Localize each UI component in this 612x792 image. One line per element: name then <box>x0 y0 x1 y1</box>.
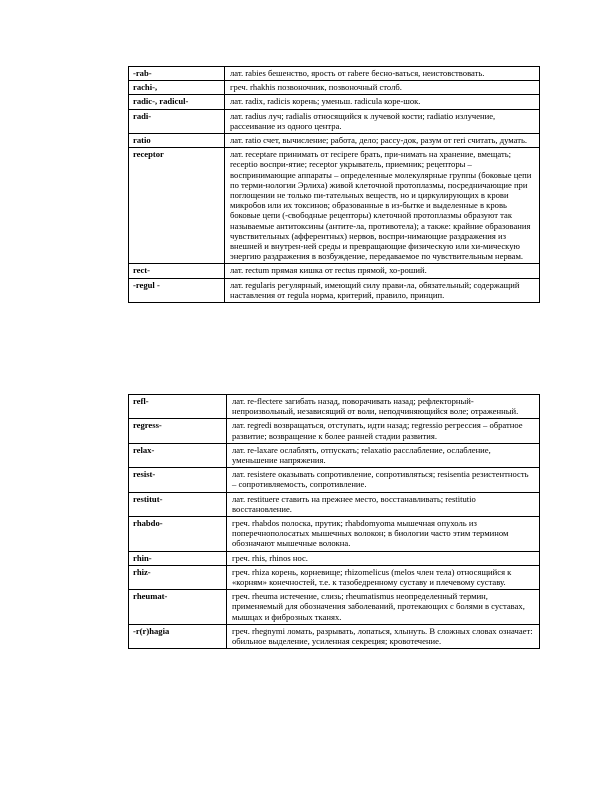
table-row <box>129 395 540 419</box>
table-row <box>129 264 540 278</box>
table-row <box>129 492 540 516</box>
term-cell: radi- <box>129 109 225 133</box>
table-row <box>129 551 540 565</box>
table-row <box>129 419 540 443</box>
definition-cell: греч. rheuma истечение, слизь; rheumatismus неопределенный термин, применяемый для обозначения заболеваний, протекающих с болями в суставах, мышцах и фиброзных тканях. <box>227 590 540 625</box>
term-cell: rect- <box>129 264 225 278</box>
table-row <box>129 81 540 95</box>
definition-cell: лат. re-laxare ослаблять, отпускать; relaxatio расслабление, ослабление, уменьшение напряжения. <box>227 443 540 467</box>
definition-cell: лат. rectum прямая кишка от rectus прямой, хо-роший. <box>225 264 540 278</box>
term-cell: rhabdo- <box>129 517 227 552</box>
term-cell: relax- <box>129 443 227 467</box>
definition-cell: греч. rhabdos полоска, прутик; rhabdomyoma мышечная опухоль из поперечнополосатых мышечных волокон; в биологии часто этим термином обозначают мышечные волокна. <box>227 517 540 552</box>
definition-cell: лат. ratio счет, вычисление; работа, дело; рассу-док, разум от reri считать, думать. <box>225 134 540 148</box>
glossary-table-1 <box>128 66 540 303</box>
definition-cell: греч. rhakhis позвоночник, позвоночный столб. <box>225 81 540 95</box>
term-cell: radic-, radicul- <box>129 95 225 109</box>
table-row <box>129 148 540 264</box>
definition-cell: лат. receptare принимать от recipere брать, при-нимать на хранение, вмещать; receptio воспри-ятие; receptor укрыватель, приемник; рецепторы – воспринимающие аппараты – определенные молекулярные группы (боковые цепи по терми-нологии Эрлиха) живой клеточной протоплазмы, посредничающие при поглощении не только пи-тательных веществ, но и циркулирующих в крови микробов или их токсинов; образованные в из-бытке и выделенные в кровь боковые цепи (-свободные рецепторы) клеточной протоплазмы образуют так называемые антитоксины (антите-ла, противотела); а также: крайние образования чувствительных (афферентных) нервов, воспри-нимающие раздражения из внешней и внутрен-ней среды и превращающие физическую или хи-мическую энергию раздражения в возбуждение, передаваемое по чувствительным нервам. <box>225 148 540 264</box>
table-row <box>129 109 540 133</box>
definition-cell: греч. rhiza корень, корневище; rhizomelicus (melos член тела) относящийся к «корням» конечностей, т.е. к тазобедренному суставу и плечевому суставу. <box>227 565 540 589</box>
table-row <box>129 443 540 467</box>
table-row <box>129 517 540 552</box>
definition-cell: лат. radius луч; radialis относящийся к лучевой кости; radiatio излучение, рассеивание из одного центра. <box>225 109 540 133</box>
definition-cell: лат. restituere ставить на прежнее место, восстанавливать; restitutio восстановление. <box>227 492 540 516</box>
table-row <box>129 590 540 625</box>
term-cell: ratio <box>129 134 225 148</box>
table-row <box>129 278 540 302</box>
definition-cell: лат. rabies бешенство, ярость от rabere беснo-ваться, неистовствовать. <box>225 67 540 81</box>
term-cell: refl- <box>129 395 227 419</box>
term-cell: rhin- <box>129 551 227 565</box>
definition-cell: лат. resistere оказывать сопротивление, сопротивляться; resisentia резистентность – сопротивляемость, сопротивление. <box>227 468 540 492</box>
term-cell: restitut- <box>129 492 227 516</box>
definition-cell: лат. regularis регулярный, имеющий силу прави-ла, обязательный; содержащий наставления от regula норма, критерий, правило, принцип. <box>225 278 540 302</box>
glossary-table-2 <box>128 394 540 649</box>
term-cell: rhiz- <box>129 565 227 589</box>
term-cell: -regul - <box>129 278 225 302</box>
table-row <box>129 468 540 492</box>
table-row <box>129 134 540 148</box>
table-row <box>129 624 540 648</box>
definition-cell: лат. regredi возвращаться, отступать, идти назад; regressio регрессия – обратное развитие; возвращение к более ранней стадии развития. <box>227 419 540 443</box>
definition-cell: греч. rhis, rhinos нос. <box>227 551 540 565</box>
term-cell: receptor <box>129 148 225 264</box>
definition-cell: лат. re-flectere загибать назад, поворачивать назад; рефлекторный- непроизвольный, независящий от воли, неподчиняющийся воле; отраженный. <box>227 395 540 419</box>
definition-cell: лат. radix, radicis корень; уменьш. radicula коре-шок. <box>225 95 540 109</box>
term-cell: -r(r)hagia <box>129 624 227 648</box>
term-cell: resist- <box>129 468 227 492</box>
table-row <box>129 565 540 589</box>
term-cell: rachi-, <box>129 81 225 95</box>
term-cell: regress- <box>129 419 227 443</box>
term-cell: rheumat- <box>129 590 227 625</box>
term-cell: -rab- <box>129 67 225 81</box>
table-row <box>129 67 540 81</box>
table-row <box>129 95 540 109</box>
definition-cell: греч. rhegnymi ломать, разрывать, лопаться, хлынуть. В сложных словах означает: обильное выделение, усиленная секреция; кровотечение. <box>227 624 540 648</box>
